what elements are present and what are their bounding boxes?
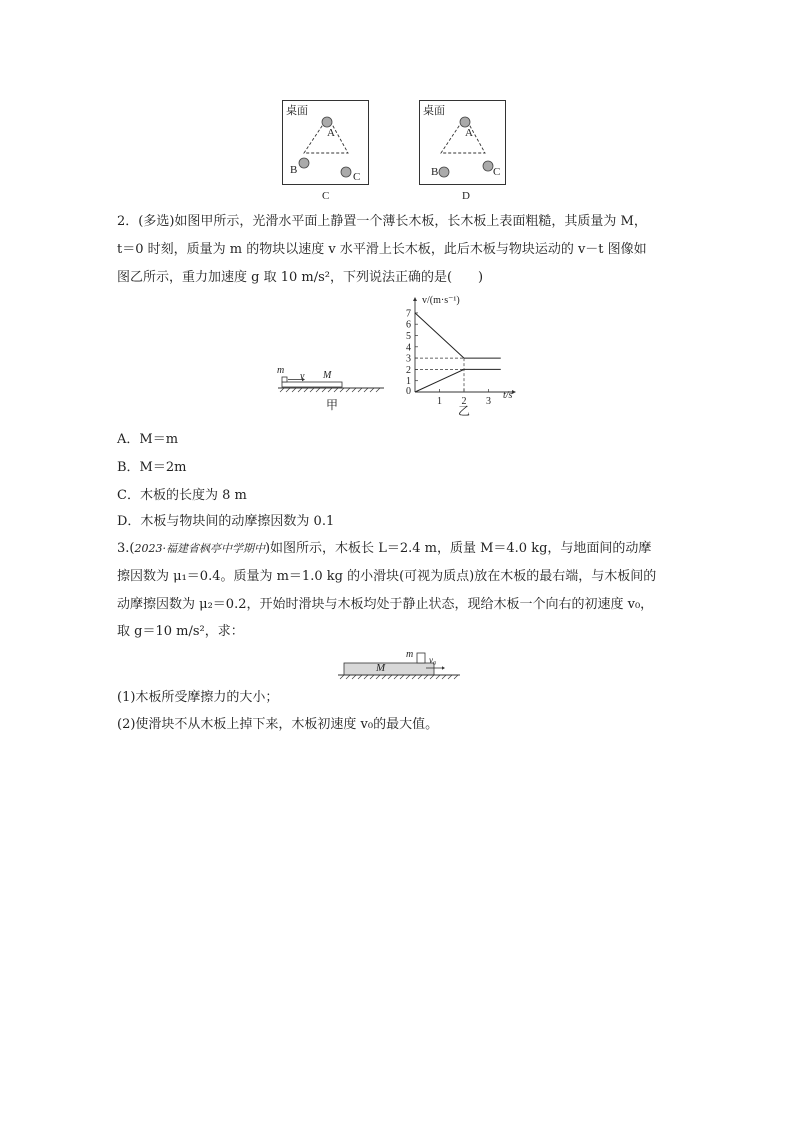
point-b-label: B xyxy=(431,166,439,178)
q3-m-label: m xyxy=(406,649,414,660)
jia-m-label: m xyxy=(277,365,285,376)
q3-line-2: 擦因数为 μ₁＝0.4。质量为 m＝1.0 kg 的小滑块(可视为质点)放在木板的最右端，与木板间的 xyxy=(117,569,657,584)
q3-sub-2: (2)使滑块不从木板上掉下来，木板初速度 v₀的最大值。 xyxy=(117,717,439,732)
point-a-label: A xyxy=(327,127,335,139)
y-tick-label: 3 xyxy=(406,353,411,365)
jia-M-label: M xyxy=(323,370,332,381)
y-tick-label: 4 xyxy=(406,342,411,354)
q3-sub-1: (1)木板所受摩擦力的大小； xyxy=(117,690,279,705)
vt-x-axis-label: t/s xyxy=(503,390,513,401)
q2-option-d: D．木板与物块间的动摩擦因数为 0.1 xyxy=(117,514,335,529)
q2-option-a: A．M＝m xyxy=(117,432,179,447)
figure-yi-chart xyxy=(400,294,520,420)
y-tick-label: 5 xyxy=(406,331,411,342)
x-tick-label: 3 xyxy=(486,396,491,407)
figure-caption: C xyxy=(322,190,330,202)
q3-source: 2023·福建省枫亭中学期中 xyxy=(134,542,265,555)
vt-origin-label: 0 xyxy=(406,386,411,397)
point-c-label: C xyxy=(493,166,501,178)
y-tick-label: 1 xyxy=(406,376,411,388)
jia-caption: 甲 xyxy=(326,398,339,412)
q2-line-3: 图乙所示，重力加速度 g 取 10 m/s²，下列说法正确的是( ) xyxy=(117,270,484,285)
y-tick-label: 6 xyxy=(406,319,411,331)
q2-line-1: 2．(多选)如图甲所示，光滑水平面上静置一个薄长木板，长木板上表面粗糙，其质量为 M， xyxy=(117,214,647,229)
q3-line-3: 动摩擦因数为 μ₂＝0.2，开始时滑块与木板均处于静止状态，现给木板一个向右的初速度 v₀， xyxy=(117,597,654,612)
figure-jia xyxy=(276,365,386,412)
series-block-line xyxy=(415,313,501,358)
point-a-label: A xyxy=(465,127,473,139)
figure-option-d xyxy=(419,100,507,204)
desk-label: 桌面 xyxy=(423,105,445,117)
q3-line-1-rest: )如图所示，木板长 L＝2.4 m，质量 M＝4.0 kg，与地面间的动摩 xyxy=(264,541,652,556)
q3-prefix: 3.( xyxy=(117,541,135,556)
y-tick-label: 7 xyxy=(406,308,411,320)
jia-v-label: v xyxy=(300,371,305,382)
point-b-label: B xyxy=(290,164,298,176)
y-axis-arrow xyxy=(413,297,417,301)
q3-M-label: M xyxy=(376,662,386,674)
q2-line-2: t＝0 时刻，质量为 m 的物块以速度 v 水平滑上长木板，此后木板与物块运动的 v－t 图像如 xyxy=(117,242,647,257)
q3-line-1 xyxy=(117,541,651,557)
x-tick-label: 2 xyxy=(461,396,467,407)
point-c-label: C xyxy=(353,171,361,183)
yi-caption: 乙 xyxy=(458,404,471,418)
desk-label: 桌面 xyxy=(286,105,308,117)
q3-line-4: 取 g＝10 m/s²，求： xyxy=(117,624,244,639)
series-board-line xyxy=(415,369,501,392)
figure-caption: D xyxy=(462,190,470,202)
vt-y-axis-label: v/(m·s⁻¹) xyxy=(422,295,460,306)
q3-figure xyxy=(336,650,462,682)
q2-option-b: B．M＝2m xyxy=(117,460,187,475)
q2-option-c: C．木板的长度为 8 m xyxy=(117,488,247,503)
x-axis-arrow xyxy=(512,390,516,394)
y-tick-label: 2 xyxy=(406,364,411,376)
q3-v0-label: v₀ xyxy=(429,655,437,665)
figure-option-c xyxy=(282,100,370,204)
x-tick-label: 1 xyxy=(437,396,442,407)
